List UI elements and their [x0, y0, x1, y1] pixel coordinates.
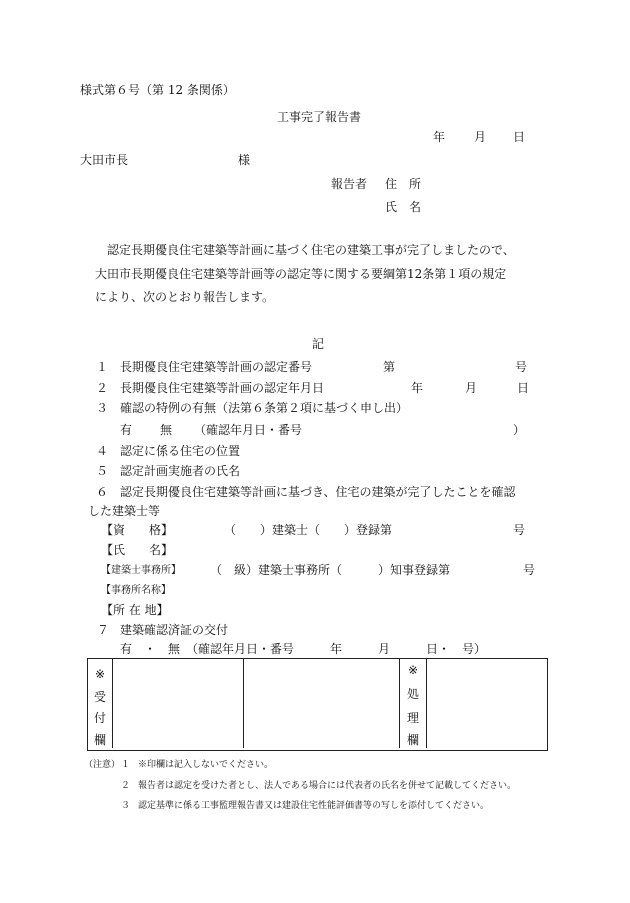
body-line-2: 大田市長期優良住宅建築等計画等の認定等に関する要綱第12条第１項の規定: [95, 267, 507, 281]
form-title: 工事完了報告書: [277, 110, 362, 124]
note-3-number: ３: [121, 801, 131, 811]
item-3-number: ３: [96, 401, 109, 415]
body-line-3: により、次のとおり報告します。: [95, 290, 275, 304]
processing-label-cell: [400, 659, 427, 748]
item-5-text: 認定計画実施者の氏名: [120, 464, 241, 478]
date-month: 月: [474, 130, 487, 144]
date-day: 日: [513, 130, 526, 144]
reception-char-2: 付: [93, 711, 106, 725]
item-4-number: ４: [96, 444, 109, 458]
note-3-text: 認定基準に係る工事監理報告書又は建設住宅性能評価書等の写しを添付してください。: [138, 801, 490, 811]
shikaku-label: 【資 格】: [101, 523, 174, 537]
body-line-1: 認定長期優良住宅建築等計画に基づく住宅の建築工事が完了しましたので、: [107, 243, 515, 257]
addressee: 大田市長: [80, 153, 129, 167]
notes-label: （注意）: [84, 760, 121, 770]
note-1-text: ※印欄は記入しないでください。: [138, 760, 274, 770]
reception-label-cell: [88, 659, 113, 748]
jimusho-name-label: 【事務所名称】: [101, 585, 171, 596]
item-1-number: １: [96, 360, 109, 374]
reporter-label: 報告者: [331, 177, 368, 191]
note-2-text: 報告者は認定を受けた者とし、法人である場合には代表者の氏名を併せて記載してください。: [138, 781, 517, 791]
reception-table: [87, 658, 548, 751]
reception-char-1: 受: [93, 690, 106, 704]
processing-field[interactable]: [427, 659, 545, 748]
item-3-detail: （確認年月日・番号: [194, 423, 303, 437]
shikaku-go: 号: [513, 523, 526, 537]
address-label: 住 所: [385, 177, 422, 191]
item-2-number: ２: [96, 381, 109, 395]
ki-heading: 記: [312, 337, 325, 351]
item-3-text: 確認の特例の有無（法第６条第２項に基づく申し出）: [120, 401, 409, 415]
item-4-text: 認定に係る住宅の位置: [120, 444, 241, 458]
item-1-text: 長期優良住宅建築等計画の認定番号: [120, 360, 313, 374]
item-3-ari: 有: [120, 423, 133, 437]
reception-field-2[interactable]: [244, 659, 400, 748]
name-label: 氏 名: [385, 200, 422, 214]
item-7-text: 建築確認済証の交付: [120, 623, 229, 637]
jimusho-label: 【建築士事務所】: [101, 565, 181, 576]
shikaku-detail: （ ）建築士（ ）登録第: [224, 523, 393, 537]
item-6-text-cont: した建築士等: [88, 504, 161, 518]
processing-char-3: 欄: [406, 733, 419, 747]
item-2-year: 年: [411, 381, 424, 395]
jimusho-go: 号: [523, 563, 536, 577]
form-number: 様式第６号（第 12 条関係）: [80, 83, 235, 97]
item-6-number: ６: [96, 485, 109, 499]
item-7-number: ７: [97, 623, 110, 637]
item-2-month: 月: [465, 381, 478, 395]
date-year: 年: [433, 130, 446, 144]
item-5-number: ５: [96, 464, 109, 478]
addressee-suffix: 様: [238, 153, 251, 167]
shozaichi-label: 【所 在 地】: [101, 603, 169, 617]
processing-char-2: 理: [406, 711, 419, 725]
item-2-day: 日: [517, 381, 530, 395]
item-3-nashi: 無: [160, 423, 173, 437]
processing-mark: ※: [407, 663, 419, 677]
reception-char-3: 欄: [93, 733, 106, 747]
note-1-number: １: [121, 760, 131, 770]
item-1-dai: 第: [383, 360, 396, 374]
reception-mark: ※: [94, 667, 106, 681]
item-1-go: 号: [515, 360, 528, 374]
item-6-text: 認定長期優良住宅建築等計画に基づき、住宅の建築が完了したことを確認: [120, 485, 516, 499]
item-3-close: ）: [513, 423, 526, 437]
reception-field-1[interactable]: [113, 659, 244, 748]
note-2-number: ２: [121, 781, 131, 791]
item-7-detail: 有 ・ 無 （確認年月日・番号 年 月 日・ 号）: [120, 642, 487, 656]
shimei-label: 【氏 名】: [101, 543, 174, 557]
jimusho-detail: （ 級）建築士事務所（ ）知事登録第: [210, 563, 451, 577]
item-2-text: 長期優良住宅建築等計画の認定年月日: [120, 381, 325, 395]
processing-char-1: 処: [406, 687, 419, 701]
